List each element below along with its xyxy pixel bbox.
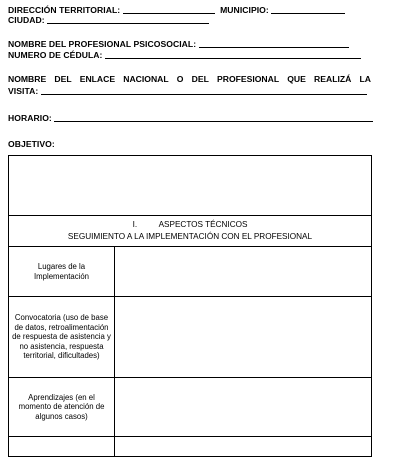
enlace-word: REALIZÁ <box>314 74 352 84</box>
ciudad-field[interactable] <box>47 14 209 24</box>
visita-line <box>8 85 367 96</box>
section-numeral: I. <box>132 220 138 229</box>
row-answer-cell[interactable] <box>115 247 372 297</box>
direccion-field[interactable] <box>123 4 215 14</box>
row-answer-cell[interactable] <box>115 297 372 378</box>
row-label: Convocatoria (uso de base de datos, retroalimentación de respuesta de asistencia y no asistencia, respuesta territorial, dificultades) <box>9 297 115 378</box>
profesional-line <box>8 38 349 49</box>
enlace-word: DEL <box>54 74 72 84</box>
row-label: Aprendizajes (en el momento de atención de algunos casos) <box>9 378 115 437</box>
ciudad-line <box>8 14 209 25</box>
row-label <box>9 437 115 457</box>
table-row <box>9 297 372 378</box>
row-answer-cell[interactable] <box>115 437 372 457</box>
table-row <box>9 247 372 297</box>
visita-label: VISITA: <box>8 86 39 96</box>
section-header <box>9 216 372 247</box>
visita-field[interactable] <box>41 85 367 95</box>
enlace-word: NOMBRE <box>8 74 47 84</box>
objetivo-box[interactable] <box>9 156 372 216</box>
enlace-word: ENLACE <box>79 74 116 84</box>
direccion-label: DIRECCIÓN TERRITORIAL: <box>8 5 121 15</box>
objetivo-label: OBJETIVO: <box>8 139 55 149</box>
form-table <box>8 155 372 457</box>
cedula-label: NUMERO DE CÉDULA: <box>8 50 103 60</box>
enlace-word: PROFESIONAL <box>217 74 280 84</box>
cedula-line <box>8 49 361 60</box>
profesional-field[interactable] <box>199 38 349 48</box>
horario-line <box>8 112 373 123</box>
municipio-field[interactable] <box>271 4 345 14</box>
profesional-label: NOMBRE DEL PROFESIONAL PSICOSOCIAL: <box>8 39 197 49</box>
enlace-word: NACIONAL <box>123 74 169 84</box>
enlace-line <box>8 74 371 84</box>
cedula-field[interactable] <box>105 49 361 59</box>
table-row <box>9 437 372 457</box>
objetivo-line <box>8 139 55 149</box>
horario-field[interactable] <box>54 112 373 122</box>
enlace-word: QUE <box>287 74 306 84</box>
horario-label: HORARIO: <box>8 113 52 123</box>
table-row <box>9 378 372 437</box>
row-label: Lugares de la Implementación <box>9 247 115 297</box>
row-answer-cell[interactable] <box>115 378 372 437</box>
section-title: ASPECTOS TÉCNICOS <box>158 220 248 229</box>
enlace-word: LA <box>359 74 371 84</box>
ciudad-label: CIUDAD: <box>8 15 45 25</box>
enlace-word: O <box>176 74 184 84</box>
enlace-word: DEL <box>191 74 209 84</box>
municipio-label: MUNICIPIO: <box>220 5 269 15</box>
section-subtitle: SEGUIMIENTO A LA IMPLEMENTACIÓN CON EL PROFESIONAL <box>67 232 313 241</box>
